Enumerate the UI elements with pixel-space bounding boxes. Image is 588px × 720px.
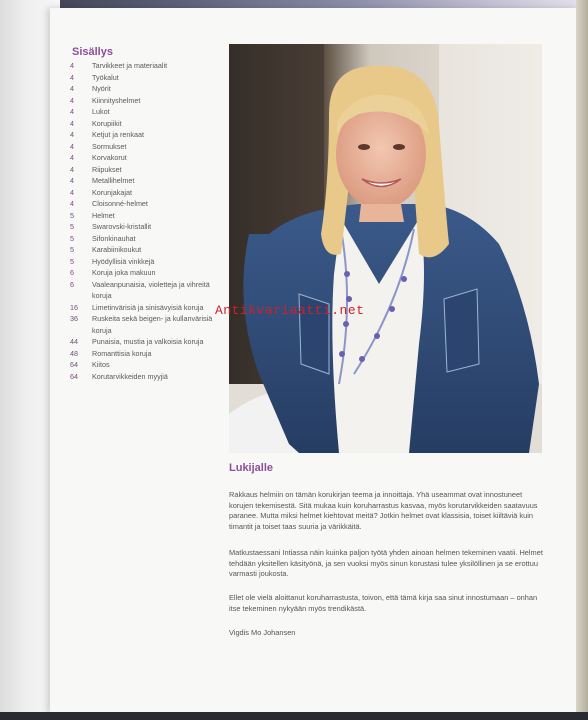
toc-entry (68, 164, 228, 176)
toc-page-number: 4 (70, 107, 74, 116)
toc-entry (68, 210, 228, 222)
toc-entry-label: Työkalut (92, 72, 119, 82)
toc-page-number: 6 (70, 268, 74, 277)
toc-page-number: 5 (70, 245, 74, 254)
intro-heading: Lukijalle (229, 462, 274, 474)
intro-paragraph-3: Ellet ole vielä aloittanut koruharrastusta, toivon, että tämä kirja saa sinut innostumaan – onhan itse tekeminen nykyään myös trendikästä. (229, 593, 538, 613)
toc-entry (68, 95, 228, 107)
toc-page-number: 6 (70, 279, 74, 289)
toc-entry (68, 302, 228, 314)
toc-entry (68, 72, 228, 84)
author-signature: Vigdis Mo Johansen (229, 628, 296, 637)
toc-page-number: 4 (70, 164, 74, 174)
intro-paragraph-2: Matkustaessani Intiassa näin kuinka paljon työtä yhden ainoan helmen tekeminen vaatii. Helmet tehdään yksitellen käsityönä, ja sen vuoksi myös sinun korustasi tulee yksilöllinen ja se erottuu varmasti joukosta. (229, 548, 543, 578)
author-portrait-illustration (229, 44, 542, 453)
toc-page-number: 5 (70, 233, 74, 243)
toc-entry (68, 175, 228, 187)
toc-title: Sisällys (72, 46, 113, 58)
toc-entry-label: Karabiinikoukut (92, 245, 142, 254)
toc-entry (68, 141, 228, 153)
toc-entry-label: Korunjakajat (92, 187, 132, 197)
toc-entry-label: Kiinnityshelmet (92, 95, 141, 105)
toc-page-number: 5 (70, 256, 74, 266)
toc-entry-label: Romanttisia koruja (92, 348, 152, 358)
watermark-text: Antikvariaatti.net (215, 303, 365, 318)
toc-page-number: 4 (70, 141, 74, 151)
toc-entry-label: Lukot (92, 107, 110, 116)
toc-entry-label: Helmet (92, 210, 115, 220)
toc-page-number: 4 (70, 187, 74, 197)
toc-entry-label: Punaisia, mustia ja valkoisia koruja (92, 337, 204, 346)
toc-entry (68, 198, 228, 210)
toc-page-number: 5 (70, 210, 74, 220)
toc-entry (68, 187, 228, 199)
toc-page-number: 4 (70, 153, 74, 162)
toc-entry (68, 313, 228, 336)
toc-entry (68, 256, 228, 268)
toc-entry-label: Metallihelmet (92, 176, 135, 185)
toc-entry (68, 244, 228, 256)
toc-entry-label: Ruskeita sekä beigen- ja kullanvärisiä koruja (92, 314, 213, 335)
toc-page-number: 4 (70, 95, 74, 105)
toc-page-number: 64 (70, 360, 78, 369)
toc-page-number: 5 (70, 222, 74, 231)
toc-entry (68, 83, 228, 95)
toc-entry (68, 221, 228, 233)
table-of-contents (68, 60, 228, 382)
toc-entry-label: Sormukset (92, 141, 127, 151)
toc-page-number: 44 (70, 337, 78, 346)
toc-page-number: 4 (70, 84, 74, 93)
toc-entry (68, 152, 228, 164)
toc-entry (68, 129, 228, 141)
toc-entry-label: Tarvikkeet ja materiaalit (92, 61, 168, 70)
toc-entry-label: Vaaleanpunaisia, violetteja ja vihreitä koruja (92, 279, 210, 300)
toc-entry-label: Sifonkinauhat (92, 233, 136, 243)
toc-entry-label: Ketjut ja renkaat (92, 130, 144, 139)
toc-entry-label: Limetinvärisiä ja sinisävyisiä koruja (92, 302, 204, 312)
toc-page-number: 4 (70, 176, 74, 185)
toc-entry (68, 371, 228, 383)
toc-entry-label: Riipukset (92, 164, 122, 174)
author-photo (229, 44, 542, 453)
toc-page-number: 4 (70, 61, 74, 70)
toc-entry-label: Nyörit (92, 84, 111, 93)
book-right-edge (576, 0, 588, 720)
toc-page-number: 4 (70, 199, 74, 208)
toc-entry (68, 267, 228, 279)
toc-entry (68, 118, 228, 130)
toc-entry-label: Hyödyllisiä vinkkejä (92, 256, 155, 266)
toc-page-number: 16 (70, 302, 78, 312)
toc-entry (68, 279, 228, 302)
toc-entry-label: Kiitos (92, 360, 110, 369)
intro-paragraph-1: Rakkaus helmiin on tämän korukirjan teema ja innoittaja. Yhä useammat ovat innostuneet korujen tekemisestä. Sitä mukaa kuin koruharrastus kasvaa, myös korutarvikkeiden saatavuus paranee. Mutta miksi helmet kiehtovat meitä? Jotkin helmet ovat klassisia, toiset kiiltäviä kuin timantit ja toiset taas suuria ja värikkäitä. (229, 490, 538, 531)
toc-entry-label: Cloisonné-helmet (92, 199, 148, 208)
bottom-background-strip (0, 712, 588, 720)
toc-entry (68, 348, 228, 360)
toc-entry-label: Swarovski-kristallit (92, 222, 152, 231)
toc-page-number: 36 (70, 314, 78, 323)
toc-entry-label: Korupiikit (92, 118, 122, 128)
toc-page-number: 4 (70, 118, 74, 128)
toc-page-number: 4 (70, 130, 74, 139)
toc-page-number: 64 (70, 371, 78, 381)
toc-entry-label: Koruja joka makuun (92, 268, 156, 277)
toc-entry (68, 60, 228, 72)
toc-entry-label: Korutarvikkeiden myyjiä (92, 371, 168, 381)
toc-page-number: 4 (70, 72, 74, 82)
toc-entry (68, 336, 228, 348)
toc-page-number: 48 (70, 348, 78, 358)
toc-entry (68, 359, 228, 371)
toc-entry-label: Korvakorut (92, 153, 127, 162)
toc-entry (68, 106, 228, 118)
toc-entry (68, 233, 228, 245)
